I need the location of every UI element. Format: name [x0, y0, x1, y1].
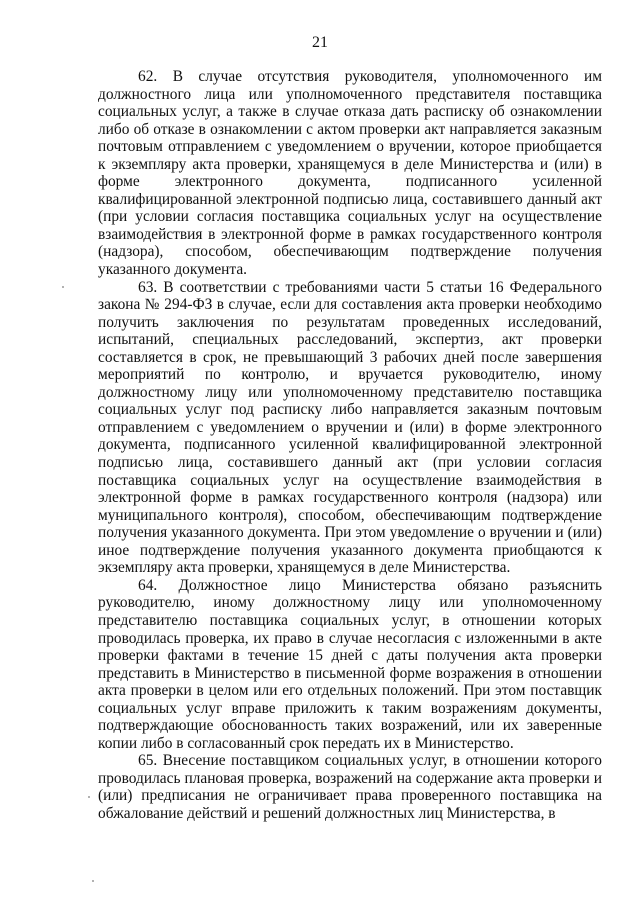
paragraph-64: 64. Должностное лицо Министерства обязано разъяснить руководителю, иному должностному лицу или уполномоченному представителю поставщика социальных услуг, в отношении которых проводилась проверка, их право в случае несогласия с изложенными в акте проверки фактами в течение 15 дней с даты получения акта проверки представить в Министерство в письменной форме возражения в отношении акта проверки в целом или его отдельных положений. При этом поставщик социальных услуг вправе приложить к таким возражениям документы, подтверждающие обоснованность таких возражений, или их заверенные копии либо в согласованный срок передать их в Министерство. — [98, 576, 602, 752]
paragraph-65: 65. Внесение поставщиком социальных услуг, в отношении которого проводилась плановая проверка, возражений на содержание акта проверки и (или) предписания не ограничивает права проверенного поставщика на обжалование действий и решений должностных лиц Министерства, в — [98, 752, 602, 822]
scan-speck — [88, 796, 90, 798]
scan-speck — [92, 880, 94, 882]
page-number: 21 — [312, 34, 328, 51]
scan-speck — [62, 286, 64, 288]
document-body — [98, 68, 602, 823]
paragraph-62: 62. В случае отсутствия руководителя, уполномоченного им должностного лица или уполномоченного представителя поставщика социальных услуг, а также в случае отказа дать расписку об ознакомлении либо об отказе в ознакомлении с актом проверки акт направляется заказным почтовым отправлением с уведомлением о вручении, которое приобщается к экземпляру акта проверки, хранящемуся в деле Министерства и (или) в форме электронного документа, подписанного усиленной квалифицированной электронной подписью лица, составившего данный акт (при условии согласия поставщика социальных услуг на осуществление взаимодействия в электронной форме в рамках государственного контроля (надзора), способом, обеспечивающим подтверждение получения указанного документа. — [98, 68, 602, 279]
paragraph-63: 63. В соответствии с требованиями части 5 статьи 16 Федерального закона № 294-ФЗ в случае, если для составления акта проверки необходимо получить заключения по результатам проведенных исследований, испытаний, специальных расследований, экспертиз, акт проверки составляется в срок, не превышающий 3 рабочих дней после завершения мероприятий по контролю, и вручается руководителю, иному должностному лицу или уполномоченному представителю поставщика социальных услуг под расписку либо направляется заказным почтовым отправлением с уведомлением о вручении и (или) в форме электронного документа, подписанного усиленной квалифицированной электронной подписью лица, составившего данный акт (при условии согласия поставщика социальных услуг на осуществление взаимодействия в электронной форме в рамках государственного контроля (надзора) или муниципального контроля), способом, обеспечивающим подтверждение получения указанного документа. При этом уведомление о вручении и (или) иное подтверждение получения указанного документа приобщаются к экземпляру акта проверки, хранящемуся в деле Министерства. — [98, 278, 602, 577]
